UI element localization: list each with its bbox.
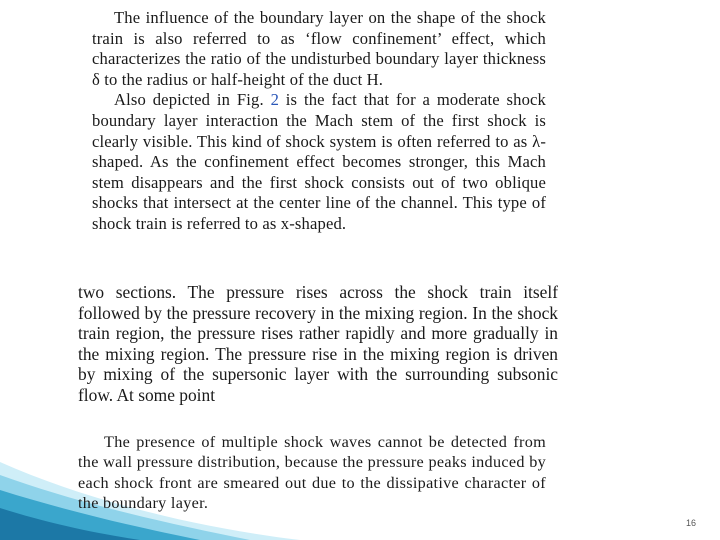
figure-reference-link[interactable]: 2: [270, 90, 280, 110]
excerpt-flow-confinement: [78, 8, 558, 276]
paragraph-shock-shapes-end: is the fact that for a moderate shock boundary layer interaction the Mach stem of the first shock is clearly visible. This kind of shock system is often referred to as λ-shaped. As the confinement effect becomes stronger, this Mach stem disappears and the first shock consists out of two oblique shocks that intersect at the center line of the channel. This type of shock train is referred to as x-shaped.: [92, 90, 546, 233]
paragraph-flow-confinement: The influence of the boundary layer on the shape of the shock train is also referred to as ‘flow confinement’ effect, which characterizes the ratio of the undisturbed boundary layer thickness δ to the radius or half-height of the duct H.: [92, 8, 546, 89]
paragraph-shock-shapes-start: Also depicted in Fig.: [114, 90, 271, 110]
excerpt-multiple-shocks: [78, 432, 558, 528]
excerpt-pressure-sections: [78, 282, 558, 430]
paragraph-pressure-sections: two sections. The pressure rises across the shock train itself followed by the pressure recovery in the mixing region. In the shock train region, the pressure rises rather rapidly and more gradually in the mixing region. The pressure rise in the mixing region is driven by mixing of the supersonic layer with the surrounding subsonic flow. At some point: [78, 282, 558, 405]
paragraph-multiple-shocks: The presence of multiple shock waves cannot be detected from the wall pressure distribution, because the pressure peaks induced by each shock front are smeared out due to the dissipative character of the boundary layer.: [78, 433, 546, 512]
slide-page-number: 16: [686, 518, 697, 528]
paragraph-shock-shapes: [92, 90, 546, 234]
